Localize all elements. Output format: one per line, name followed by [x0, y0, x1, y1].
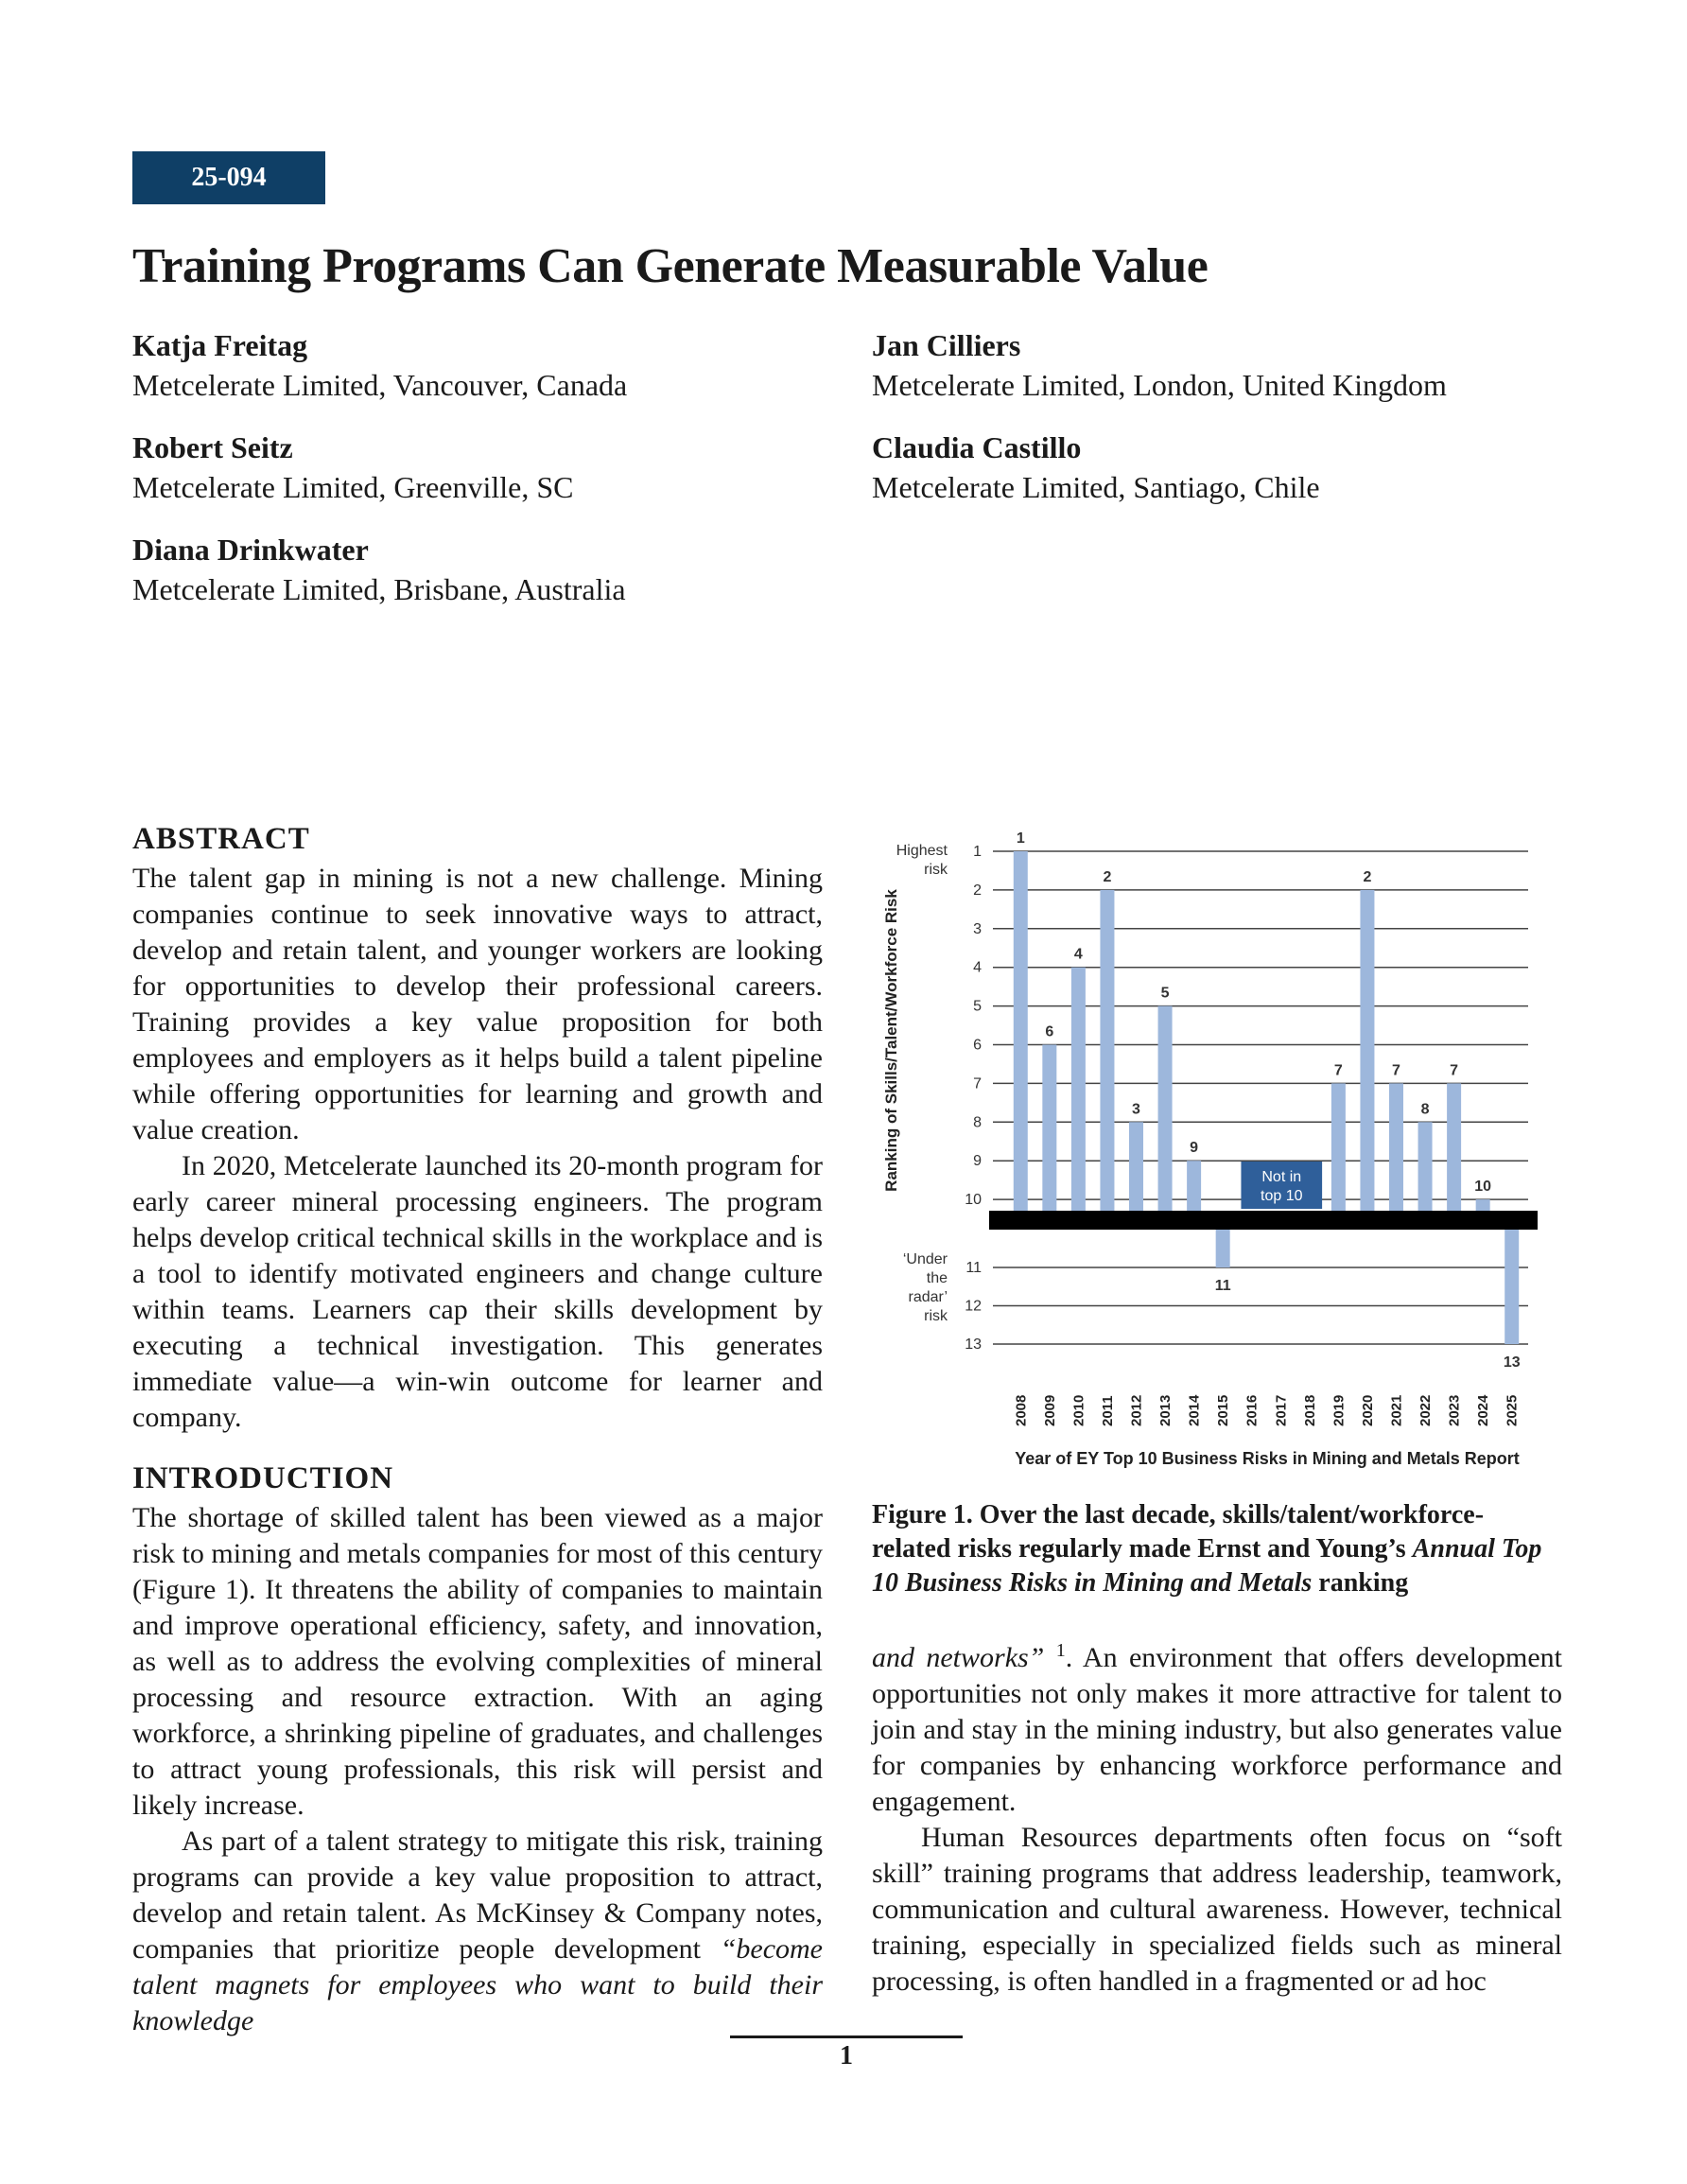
author-name: Diana Drinkwater: [132, 533, 369, 567]
author-name: Claudia Castillo: [872, 430, 1082, 464]
paper-title: Training Programs Can Generate Measurable Value: [132, 239, 1209, 293]
intro-quote: “become talent magnets for employees who want to build their knowledge: [132, 1933, 823, 2036]
author-block: [872, 428, 1320, 507]
data-label: 2: [1363, 868, 1372, 885]
y-axis-title: Ranking of Skills/Talent/Workforce Risk: [882, 889, 900, 1192]
x-tick-label: 2014: [1186, 1394, 1203, 1426]
abstract-paragraph: In 2020, Metcelerate launched its 20-month program for early career mineral processing engineers. The program helps develop critical technical skills in the workplace and is a tool to identify motivated engineers and change culture within teams. Learners cap their skills development by executing a technical investigation. This generates immediate value—a win-win outcome for learner and company.: [132, 1150, 823, 1433]
bar: [1447, 1083, 1461, 1211]
x-axis-title: Year of EY Top 10 Business Risks in Mining and Metals Report: [1015, 1449, 1520, 1468]
data-label: 10: [1474, 1179, 1492, 1196]
y-tick-label: 2: [973, 882, 982, 899]
right-column: [872, 1633, 1562, 2000]
author-name: Robert Seitz: [132, 430, 293, 464]
introduction-heading: INTRODUCTION: [132, 1461, 394, 1495]
data-label: 1: [1016, 830, 1025, 847]
bar: [1158, 1006, 1173, 1211]
quote-end: and networks”: [872, 1642, 1045, 1673]
data-label: 3: [1132, 1101, 1140, 1118]
x-tick-label: 2015: [1215, 1394, 1232, 1426]
caption-text-end: ranking: [1312, 1568, 1409, 1598]
x-tick-label: 2024: [1475, 1394, 1492, 1426]
author-affiliation: Metcelerate Limited, London, United Kingdom: [872, 368, 1447, 402]
bar: [1331, 1083, 1346, 1211]
y-tick-label: 12: [965, 1298, 982, 1315]
author-affiliation: Metcelerate Limited, Santiago, Chile: [872, 470, 1320, 504]
bar: [1187, 1161, 1201, 1211]
x-tick-label: 2019: [1330, 1394, 1348, 1426]
x-tick-label: 2008: [1013, 1394, 1030, 1426]
caption-italic: Annual Top 10 Business Risks in Mining and Metals: [872, 1534, 1542, 1598]
author-block: [132, 530, 626, 609]
intro-paragraph: The shortage of skilled talent has been viewed as a major risk to mining and metals companies for most of this century (Figure 1). It threatens the ability of companies to maintain and improve operational efficiency, safety, and innovation, as well as to address the evolving complexities of mineral processing and resource extraction. With an aging workforce, a shrinking pipeline of graduates, and challenges to attract young professionals, this risk will persist and likely increase.: [132, 1502, 823, 1821]
data-label: 7: [1450, 1062, 1459, 1079]
intro-paragraph: Human Resources departments often focus on “soft skill” training programs that address leadership, teamwork, communication and cultural awareness. However, technical training, especially in specialized fields such as mineral processing, is often handled in a fragmented or ad hoc: [872, 1822, 1562, 1997]
data-label: 7: [1392, 1062, 1400, 1079]
x-tick-label: 2022: [1417, 1394, 1435, 1426]
abstract-heading: ABSTRACT: [132, 822, 310, 856]
x-tick-label: 2025: [1504, 1394, 1521, 1426]
x-tick-label: 2020: [1359, 1394, 1376, 1426]
bar: [1042, 1045, 1056, 1212]
data-label: 6: [1045, 1023, 1054, 1040]
data-label: 2: [1103, 868, 1112, 885]
x-tick-label: 2013: [1157, 1394, 1174, 1426]
bar: [1129, 1122, 1143, 1211]
risk-ranking-chart: [870, 821, 1551, 1483]
reference-marker: 1: [1055, 1640, 1066, 1661]
intro-text: . An environment that offers development opportunities not only makes it more attractive for talent to join and stay in the mining industry, but also generates value for companies by enhancing workforce performance and engagement.: [872, 1642, 1563, 1817]
caption-text: Figure 1. Over the last decade, skills/talent/workforce-related risks regularly made Ernst and Young’s: [872, 1500, 1485, 1564]
bar: [1014, 851, 1028, 1211]
intro-paragraph-continued: [872, 1633, 1562, 1820]
bar: [1504, 1230, 1519, 1344]
top-ten-divider: [989, 1211, 1538, 1230]
y-tick-label: 4: [973, 959, 982, 976]
y-tick-label: 3: [973, 920, 982, 937]
annotation-text: Not in: [1261, 1169, 1302, 1185]
author-block: [872, 325, 1447, 405]
bar: [1476, 1199, 1490, 1211]
x-tick-label: 2018: [1301, 1394, 1318, 1426]
y-tick-label: 11: [965, 1260, 982, 1276]
author-affiliation: Metcelerate Limited, Greenville, SC: [132, 470, 574, 504]
intro-paragraph: [132, 1824, 823, 2039]
y-tick-label: 5: [973, 998, 982, 1015]
x-tick-label: 2016: [1244, 1394, 1261, 1426]
author-name: Jan Cilliers: [872, 328, 1021, 362]
data-label: 9: [1190, 1140, 1199, 1157]
y-top-label: Highest: [896, 843, 948, 859]
y-tick-label: 7: [973, 1075, 982, 1092]
annotation-text: top 10: [1261, 1188, 1303, 1204]
x-tick-label: 2023: [1446, 1394, 1463, 1426]
author-block: [132, 428, 574, 507]
y-tick-label: 10: [965, 1192, 982, 1209]
y-bottom-label: risk: [924, 1308, 948, 1324]
bar: [1418, 1122, 1433, 1211]
x-tick-label: 2011: [1099, 1395, 1116, 1426]
bar: [1071, 968, 1086, 1211]
footer-rule: [730, 2035, 963, 2038]
abstract-paragraph: The talent gap in mining is not a new challenge. Mining companies continue to seek innovative ways to attract, develop and retain talent, and younger workers are looking for opportunities to develop their professional careers. Training provides a key value proposition for both employees and employers as it helps build a talent pipeline while offering opportunities for learning and growth and value creation.: [132, 863, 823, 1145]
data-label: 8: [1420, 1101, 1430, 1118]
y-bottom-label: radar’: [908, 1289, 948, 1305]
y-tick-label: 8: [973, 1114, 982, 1131]
data-label: 11: [1214, 1278, 1231, 1294]
page-number: 1: [840, 2041, 853, 2070]
y-tick-label: 9: [973, 1153, 982, 1170]
data-label: 4: [1073, 946, 1083, 963]
data-label: 7: [1333, 1062, 1343, 1079]
y-bottom-label: the: [926, 1270, 948, 1286]
x-tick-label: 2009: [1041, 1394, 1058, 1426]
x-tick-label: 2010: [1070, 1394, 1087, 1426]
bar: [1360, 890, 1374, 1211]
y-tick-label: 1: [973, 844, 982, 860]
left-column: [132, 821, 823, 2039]
x-tick-label: 2021: [1388, 1394, 1405, 1426]
figure-caption: [872, 1498, 1562, 1600]
y-bottom-label: ‘Under: [902, 1251, 948, 1267]
author-name: Katja Freitag: [132, 328, 308, 362]
x-tick-label: 2017: [1273, 1394, 1290, 1426]
author-affiliation: Metcelerate Limited, Vancouver, Canada: [132, 368, 628, 402]
author-affiliation: Metcelerate Limited, Brisbane, Australia: [132, 572, 626, 606]
author-block: [132, 325, 627, 405]
y-tick-label: 6: [973, 1037, 982, 1054]
data-label: 13: [1503, 1354, 1521, 1371]
paper-id-badge: 25-094: [132, 151, 325, 204]
bar: [1389, 1083, 1403, 1211]
y-tick-label: 13: [965, 1337, 982, 1353]
x-tick-label: 2012: [1128, 1394, 1145, 1426]
y-top-label: risk: [924, 862, 948, 878]
bar: [1100, 890, 1114, 1211]
bar: [1216, 1230, 1230, 1267]
intro-text: As part of a talent strategy to mitigate this risk, training programs can provide a key value proposition to attract, develop and retain talent. As McKinsey & Company notes, companies that prioritize people development: [132, 1826, 823, 1965]
data-label: 5: [1160, 985, 1170, 1002]
